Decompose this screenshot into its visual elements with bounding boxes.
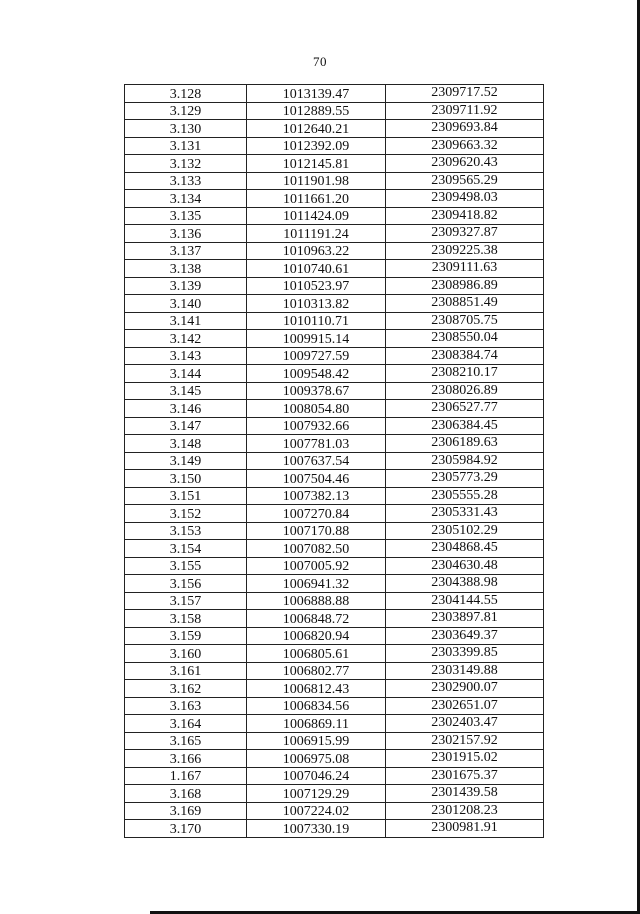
x-coordinate-cell: 1006848.72 xyxy=(247,610,386,628)
point-id-cell: 3.153 xyxy=(125,522,247,540)
y-coordinate-cell: 2309565.29 xyxy=(386,172,544,190)
point-id-cell: 3.154 xyxy=(125,540,247,558)
y-coordinate-cell: 2303649.37 xyxy=(386,627,544,645)
point-id-cell: 3.147 xyxy=(125,417,247,435)
x-coordinate-cell: 1010523.97 xyxy=(247,277,386,295)
point-id-cell: 3.131 xyxy=(125,137,247,155)
point-id-cell: 3.129 xyxy=(125,102,247,120)
x-coordinate-cell: 1007932.66 xyxy=(247,417,386,435)
point-id-cell: 3.141 xyxy=(125,312,247,330)
table-row xyxy=(125,207,544,225)
table-row xyxy=(125,85,544,103)
x-coordinate-cell: 1008054.80 xyxy=(247,400,386,418)
coordinates-table xyxy=(124,84,544,838)
y-coordinate-cell: 2309327.87 xyxy=(386,225,544,243)
x-coordinate-cell: 1006915.99 xyxy=(247,732,386,750)
x-coordinate-cell: 1011661.20 xyxy=(247,190,386,208)
y-coordinate-cell: 2302403.47 xyxy=(386,715,544,733)
y-coordinate-cell: 2304388.98 xyxy=(386,575,544,593)
x-coordinate-cell: 1009727.59 xyxy=(247,347,386,365)
y-coordinate-cell: 2301675.37 xyxy=(386,767,544,785)
point-id-cell: 3.165 xyxy=(125,732,247,750)
x-coordinate-cell: 1011901.98 xyxy=(247,172,386,190)
y-coordinate-cell: 2309717.52 xyxy=(386,85,544,103)
point-id-cell: 3.157 xyxy=(125,592,247,610)
y-coordinate-cell: 2302157.92 xyxy=(386,732,544,750)
x-coordinate-cell: 1012392.09 xyxy=(247,137,386,155)
point-id-cell: 1.167 xyxy=(125,767,247,785)
table-row xyxy=(125,662,544,680)
table-row xyxy=(125,382,544,400)
x-coordinate-cell: 1006812.43 xyxy=(247,680,386,698)
y-coordinate-cell: 2304868.45 xyxy=(386,540,544,558)
point-id-cell: 3.142 xyxy=(125,330,247,348)
point-id-cell: 3.137 xyxy=(125,242,247,260)
x-coordinate-cell: 1007504.46 xyxy=(247,470,386,488)
point-id-cell: 3.134 xyxy=(125,190,247,208)
x-coordinate-cell: 1010963.22 xyxy=(247,242,386,260)
table-row xyxy=(125,645,544,663)
table-row xyxy=(125,277,544,295)
table-row xyxy=(125,697,544,715)
table-row xyxy=(125,487,544,505)
x-coordinate-cell: 1011191.24 xyxy=(247,225,386,243)
x-coordinate-cell: 1006802.77 xyxy=(247,662,386,680)
table-row xyxy=(125,102,544,120)
table-row xyxy=(125,225,544,243)
point-id-cell: 3.128 xyxy=(125,85,247,103)
point-id-cell: 3.162 xyxy=(125,680,247,698)
y-coordinate-cell: 2309111.63 xyxy=(386,260,544,278)
table-row xyxy=(125,137,544,155)
coordinates-table-body xyxy=(125,85,544,838)
table-row xyxy=(125,120,544,138)
x-coordinate-cell: 1012640.21 xyxy=(247,120,386,138)
x-coordinate-cell: 1009378.67 xyxy=(247,382,386,400)
y-coordinate-cell: 2306527.77 xyxy=(386,400,544,418)
table-row xyxy=(125,575,544,593)
x-coordinate-cell: 1007170.88 xyxy=(247,522,386,540)
x-coordinate-cell: 1007382.13 xyxy=(247,487,386,505)
y-coordinate-cell: 2301208.23 xyxy=(386,802,544,820)
x-coordinate-cell: 1007224.02 xyxy=(247,802,386,820)
table-row xyxy=(125,330,544,348)
y-coordinate-cell: 2308210.17 xyxy=(386,365,544,383)
y-coordinate-cell: 2302651.07 xyxy=(386,697,544,715)
page-number: 70 xyxy=(313,54,327,69)
x-coordinate-cell: 1006888.88 xyxy=(247,592,386,610)
table-row xyxy=(125,610,544,628)
x-coordinate-cell: 1007129.29 xyxy=(247,785,386,803)
x-coordinate-cell: 1012145.81 xyxy=(247,155,386,173)
point-id-cell: 3.166 xyxy=(125,750,247,768)
table-row xyxy=(125,540,544,558)
table-row xyxy=(125,715,544,733)
y-coordinate-cell: 2308026.89 xyxy=(386,382,544,400)
y-coordinate-cell: 2306384.45 xyxy=(386,417,544,435)
table-row xyxy=(125,452,544,470)
point-id-cell: 3.148 xyxy=(125,435,247,453)
point-id-cell: 3.168 xyxy=(125,785,247,803)
point-id-cell: 3.135 xyxy=(125,207,247,225)
point-id-cell: 3.136 xyxy=(125,225,247,243)
point-id-cell: 3.133 xyxy=(125,172,247,190)
y-coordinate-cell: 2303149.88 xyxy=(386,662,544,680)
point-id-cell: 3.145 xyxy=(125,382,247,400)
point-id-cell: 3.130 xyxy=(125,120,247,138)
y-coordinate-cell: 2309711.92 xyxy=(386,102,544,120)
x-coordinate-cell: 1009915.14 xyxy=(247,330,386,348)
x-coordinate-cell: 1007330.19 xyxy=(247,820,386,838)
point-id-cell: 3.161 xyxy=(125,662,247,680)
point-id-cell: 3.156 xyxy=(125,575,247,593)
x-coordinate-cell: 1006820.94 xyxy=(247,627,386,645)
x-coordinate-cell: 1010110.71 xyxy=(247,312,386,330)
y-coordinate-cell: 2309663.32 xyxy=(386,137,544,155)
x-coordinate-cell: 1007082.50 xyxy=(247,540,386,558)
point-id-cell: 3.139 xyxy=(125,277,247,295)
y-coordinate-cell: 2301915.02 xyxy=(386,750,544,768)
y-coordinate-cell: 2303897.81 xyxy=(386,610,544,628)
y-coordinate-cell: 2309620.43 xyxy=(386,155,544,173)
point-id-cell: 3.150 xyxy=(125,470,247,488)
point-id-cell: 3.163 xyxy=(125,697,247,715)
y-coordinate-cell: 2305102.29 xyxy=(386,522,544,540)
y-coordinate-cell: 2308705.75 xyxy=(386,312,544,330)
table-row xyxy=(125,260,544,278)
y-coordinate-cell: 2309418.82 xyxy=(386,207,544,225)
y-coordinate-cell: 2305555.28 xyxy=(386,487,544,505)
y-coordinate-cell: 2309498.03 xyxy=(386,190,544,208)
table-row xyxy=(125,627,544,645)
point-id-cell: 3.152 xyxy=(125,505,247,523)
point-id-cell: 3.155 xyxy=(125,557,247,575)
point-id-cell: 3.160 xyxy=(125,645,247,663)
x-coordinate-cell: 1006941.32 xyxy=(247,575,386,593)
y-coordinate-cell: 2309693.84 xyxy=(386,120,544,138)
y-coordinate-cell: 2303399.85 xyxy=(386,645,544,663)
point-id-cell: 3.159 xyxy=(125,627,247,645)
point-id-cell: 3.143 xyxy=(125,347,247,365)
table-row xyxy=(125,732,544,750)
y-coordinate-cell: 2305984.92 xyxy=(386,452,544,470)
y-coordinate-cell: 2304630.48 xyxy=(386,557,544,575)
point-id-cell: 3.144 xyxy=(125,365,247,383)
y-coordinate-cell: 2305773.29 xyxy=(386,470,544,488)
x-coordinate-cell: 1006869.11 xyxy=(247,715,386,733)
table-row xyxy=(125,295,544,313)
table-row xyxy=(125,802,544,820)
point-id-cell: 3.169 xyxy=(125,802,247,820)
table-row xyxy=(125,470,544,488)
x-coordinate-cell: 1010313.82 xyxy=(247,295,386,313)
table-row xyxy=(125,750,544,768)
table-row xyxy=(125,557,544,575)
table-row xyxy=(125,417,544,435)
y-coordinate-cell: 2309225.38 xyxy=(386,242,544,260)
y-coordinate-cell: 2302900.07 xyxy=(386,680,544,698)
table-row xyxy=(125,365,544,383)
y-coordinate-cell: 2304144.55 xyxy=(386,592,544,610)
y-coordinate-cell: 2308851.49 xyxy=(386,295,544,313)
table-row xyxy=(125,190,544,208)
y-coordinate-cell: 2300981.91 xyxy=(386,820,544,838)
x-coordinate-cell: 1007781.03 xyxy=(247,435,386,453)
point-id-cell: 3.146 xyxy=(125,400,247,418)
point-id-cell: 3.149 xyxy=(125,452,247,470)
table-row xyxy=(125,400,544,418)
point-id-cell: 3.151 xyxy=(125,487,247,505)
x-coordinate-cell: 1010740.61 xyxy=(247,260,386,278)
table-row xyxy=(125,592,544,610)
x-coordinate-cell: 1006834.56 xyxy=(247,697,386,715)
x-coordinate-cell: 1013139.47 xyxy=(247,85,386,103)
table-row xyxy=(125,172,544,190)
y-coordinate-cell: 2308550.04 xyxy=(386,330,544,348)
x-coordinate-cell: 1007637.54 xyxy=(247,452,386,470)
x-coordinate-cell: 1006975.08 xyxy=(247,750,386,768)
table-row xyxy=(125,242,544,260)
table-row xyxy=(125,785,544,803)
x-coordinate-cell: 1009548.42 xyxy=(247,365,386,383)
table-row xyxy=(125,155,544,173)
table-row xyxy=(125,347,544,365)
point-id-cell: 3.170 xyxy=(125,820,247,838)
x-coordinate-cell: 1007270.84 xyxy=(247,505,386,523)
y-coordinate-cell: 2308986.89 xyxy=(386,277,544,295)
x-coordinate-cell: 1007005.92 xyxy=(247,557,386,575)
y-coordinate-cell: 2306189.63 xyxy=(386,435,544,453)
table-row xyxy=(125,767,544,785)
x-coordinate-cell: 1007046.24 xyxy=(247,767,386,785)
point-id-cell: 3.164 xyxy=(125,715,247,733)
x-coordinate-cell: 1011424.09 xyxy=(247,207,386,225)
point-id-cell: 3.158 xyxy=(125,610,247,628)
x-coordinate-cell: 1012889.55 xyxy=(247,102,386,120)
table-row xyxy=(125,820,544,838)
x-coordinate-cell: 1006805.61 xyxy=(247,645,386,663)
table-row xyxy=(125,680,544,698)
table-row xyxy=(125,435,544,453)
point-id-cell: 3.138 xyxy=(125,260,247,278)
table-row xyxy=(125,505,544,523)
y-coordinate-cell: 2308384.74 xyxy=(386,347,544,365)
y-coordinate-cell: 2305331.43 xyxy=(386,505,544,523)
point-id-cell: 3.140 xyxy=(125,295,247,313)
point-id-cell: 3.132 xyxy=(125,155,247,173)
y-coordinate-cell: 2301439.58 xyxy=(386,785,544,803)
table-row xyxy=(125,312,544,330)
table-row xyxy=(125,522,544,540)
